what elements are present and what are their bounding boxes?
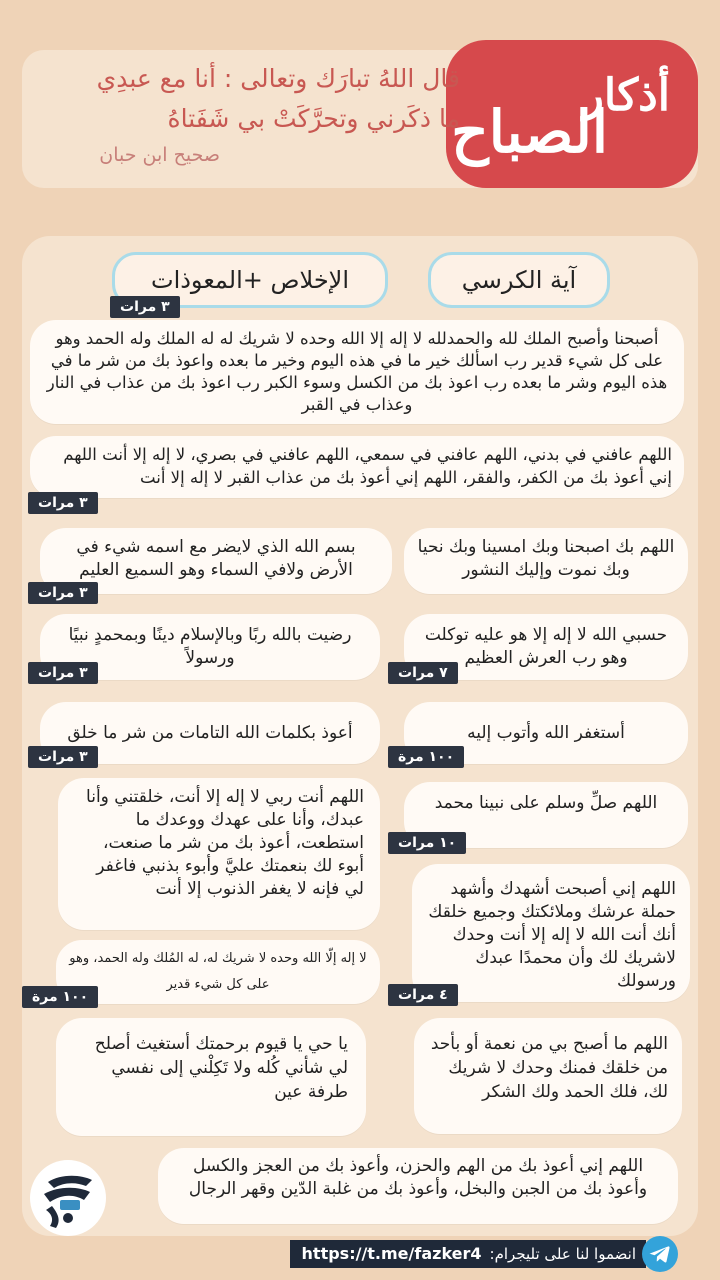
hadith-line-2: ما ذكَرني وتحرَّكَتْ بي شَفَتاهُ (167, 104, 460, 133)
telegram-join-label: انضموا لنا على تليجرام: (489, 1245, 636, 1263)
dhikr-card-raditu: رضيت بالله ربًا وبالإسلام دينًا وبمحمدٍ نبيًا ورسولاً (40, 614, 380, 680)
dhikr-card-hamm: اللهم إني أعوذ بك من الهم والحزن، وأعوذ بك من العجز والكسل وأعوذ بك من الجبن والبخل، وأعوذ بك من غلبة الدّين وقهر الرجال (158, 1148, 678, 1224)
dhikr-card-salli: اللهم صلِّ وسلم على نبينا محمد (404, 782, 688, 848)
hadith-line-1: قال اللهُ تبارَك وتعالى : أنا مع عبدِي (96, 64, 460, 93)
dhikr-card-hasbiya: حسبي الله لا إله إلا هو عليه توكلت وهو رب العرش العظيم (404, 614, 688, 680)
dhikr-card-auzu-kalimat: أعوذ بكلمات الله التامات من شر ما خلق (40, 702, 380, 764)
count-badge: ٤ مرات (388, 984, 458, 1006)
count-badge: ١٠ مرات (388, 832, 466, 854)
telegram-bar[interactable] (290, 1240, 646, 1268)
count-badge: ١٠٠ مرة (388, 746, 464, 768)
dhikr-card-la-ilaha: لا إله إلّا الله وحده لا شريك له، له المُلك وله الحمد، وهو على كل شيء قدير (56, 940, 380, 1004)
title-logo (446, 40, 698, 188)
telegram-link[interactable]: https://t.me/fazker4 (301, 1244, 482, 1263)
dhikr-card-bismillah: بسم الله الذي لايضر مع اسمه شيء في الأرض ولافي السماء وهو السميع العليم (40, 528, 392, 594)
dhikr-card-ashhaduk: اللهم إني أصبحت أشهدك وأشهد حملة عرشك وملائكتك وجميع خلقك أنك أنت الله لا إله إلا أنت وحدك لاشريك لك وأن محمدًا عبدك ورسولك (412, 864, 690, 1002)
count-badge: ٣ مرات (28, 492, 98, 514)
count-badge: ٣ مرات (28, 662, 98, 684)
telegram-icon[interactable] (642, 1236, 678, 1272)
dhikr-card-asbahna-mulk: أصبحنا وأصبح الملك لله والحمدلله لا إله إلا الله وحده لا شريك له له الملك وله الحمد وهو على كل شيء قدير رب اسألك خير ما في هذه اليوم وخير ما بعده واعوذ بك من شر ما في هذه اليوم وشر ما بعده رب اعوذ بك من الكسل وسوء الكبر رب اعوذ بك من عذاب في النار وعذاب في القبر (30, 320, 684, 424)
hadith-source: صحيح ابن حبان (99, 144, 220, 166)
dhikr-card-afini: اللهم عافني في بدني، اللهم عافني في سمعي، اللهم عافني في بصري، لا إله إلا أنت اللهم إني أعوذ بك من الكفر، والفقر، اللهم إني أعوذ بك من عذاب القبر لا إله إلا أنت (30, 436, 684, 498)
dhikr-card-sayyid-istighfar: اللهم أنت ربي لا إله إلا أنت، خلقتني وأنا عبدك، وأنا على عهدك ووعدك ما استطعت، أعوذ بك من شر ما صنعت، أبوء لك بنعمتك عليَّ وأبوء بذنبي فاغفر لي فإنه لا يغفر الذنوب إلا أنت (58, 778, 380, 930)
count-badge: ٧ مرات (388, 662, 458, 684)
count-badge: ٣ مرات (110, 296, 180, 318)
dhikr-card-bika-asbahna: اللهم بك اصبحنا وبك امسينا وبك نحيا وبك نموت وإليك النشور (404, 528, 688, 594)
dhikr-card-astaghfir: أستغفر الله وأتوب إليه (404, 702, 688, 764)
title-logo-line1: أذكار (582, 70, 670, 121)
count-badge: ٣ مرات (28, 582, 98, 604)
fazker-logo-icon (30, 1160, 106, 1236)
ikhlas-muawwidhat-pill: الإخلاص +المعوذات (112, 252, 388, 308)
count-badge: ١٠٠ مرة (22, 986, 98, 1008)
dhikr-card-nima: اللهم ما أصبح بي من نعمة أو بأحد من خلقك فمنك وحدك لا شريك لك، فلك الحمد ولك الشكر (414, 1018, 682, 1134)
title-logo-line2: الصباح (451, 98, 608, 166)
ayat-kursi-pill: آية الكرسي (428, 252, 610, 308)
dhikr-card-ya-hayy: يا حي يا قيوم برحمتك أستغيث أصلح لي شأني كُله ولا تَكِلْني إلى نفسي طرفة عين (56, 1018, 366, 1136)
count-badge: ٣ مرات (28, 746, 98, 768)
